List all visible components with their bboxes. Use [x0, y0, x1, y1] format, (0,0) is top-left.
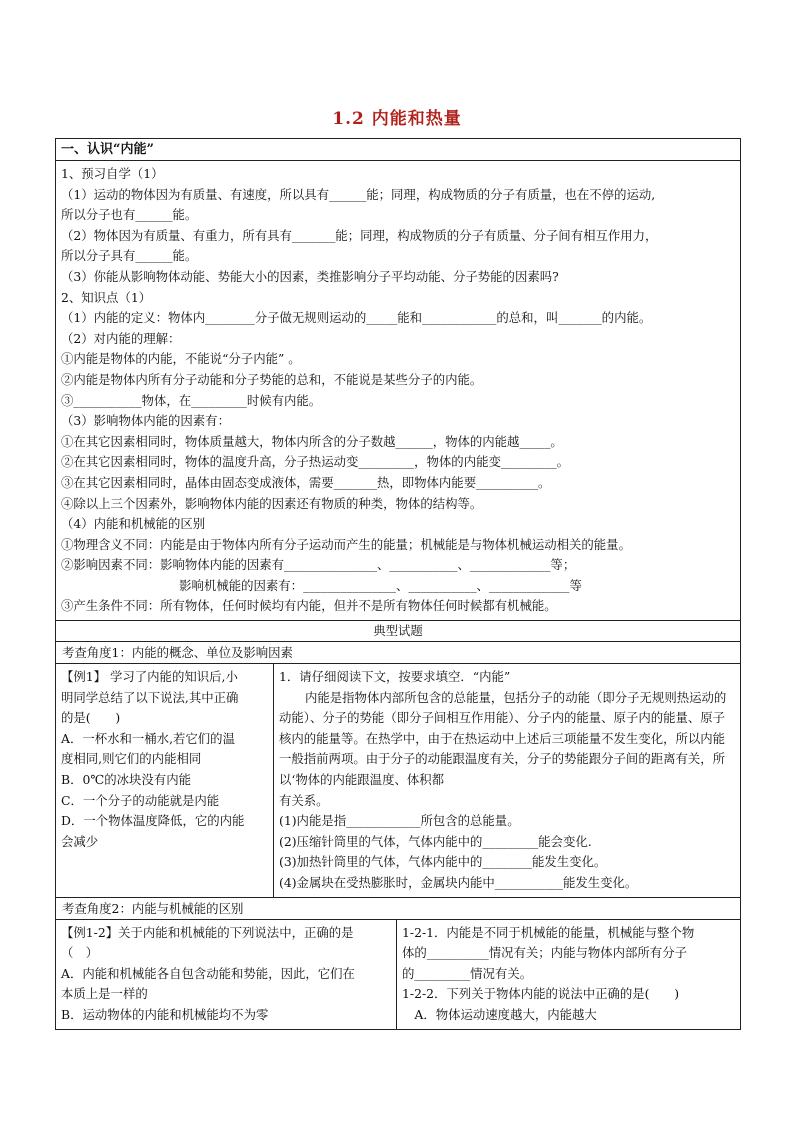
worksheet-table — [55, 138, 741, 1030]
page-title: 1.2 内能和热量 — [332, 109, 462, 129]
text-line: 明同学总结了以下说法,其中正确 — [61, 689, 239, 705]
angle1-heading: 考查角度1：内能的概念、单位及影响因素 — [56, 642, 740, 664]
text-line: (1)内能是指____________所包含的总能量。 — [279, 813, 520, 829]
text-line: ①在其它因素相同时，物体质量越大，物体内所含的分子数越______，物体的内能越_____。 — [61, 433, 563, 449]
text-line: 的是( ) — [61, 710, 121, 726]
exercise-intro: 1．请仔细阅读下文，按要求填空．“内能” — [279, 669, 511, 685]
reading-exercise — [274, 664, 740, 897]
text-line: 影响机械能的因素有：_______________、___________、_____________等 — [61, 577, 582, 593]
text-line: 会减少 — [61, 833, 99, 849]
typical-heading: 典型试题 — [56, 621, 740, 642]
text-line: 体的__________情况有关；内能与物体内部所有分子 — [402, 945, 687, 961]
text-line: A．物体运动速度越大，内能越大 — [402, 1006, 597, 1022]
text-line: B．运动物体的内能和机械能均不为零 — [61, 1006, 269, 1022]
angle2-heading: 考查角度2：内能与机械能的区别 — [56, 898, 740, 920]
text-line: 所以分子具有______能。 — [61, 248, 198, 264]
text-line: ②在其它因素相同时，物体的温度升高，分子热运动变_________，物体的内能变_________。 — [61, 454, 570, 470]
text-line: 1-2-1．内能是不同于机械能的能量，机械能与整个物 — [402, 924, 695, 940]
text-line: 【例1-2】关于内能和机械能的下列说法中，正确的是 — [61, 924, 354, 940]
text-line: 【例1】 学习了内能的知识后,小 — [61, 669, 238, 685]
section-heading: 一、认识“内能” — [56, 139, 740, 161]
section-body — [56, 161, 740, 621]
text-line: D．一个物体温度降低，它的内能 — [61, 813, 245, 829]
text-line: （1）内能的定义：物体内________分子做无规则运动的_____能和____________的总和，叫_______的内能。 — [61, 310, 652, 326]
text-line: （ ） — [61, 945, 99, 961]
text-line: （1）运动的物体因为有质量、有速度，所以具有______能；同理，构成物质的分子有质量，也在不停的运动, — [61, 186, 656, 202]
text-line: 1、预习自学（1） — [61, 166, 164, 181]
text-line: (2)压缩针筒里的气体，气体内能中的_________能会变化. — [279, 833, 592, 849]
text-line: ①物理含义不同：内能是由于物体内所有分子运动而产生的能量；机械能是与物体机械运动相关的能量。 — [61, 536, 631, 552]
example12-question — [56, 920, 397, 1029]
text-line: 所以分子也有______能。 — [61, 207, 198, 223]
text-line: C．一个分子的动能就是内能 — [61, 792, 220, 808]
text-line: （2）物体因为有质量、有重力，所有具有_______能；同理，构成物质的分子有质量、分子间有相互作用力， — [61, 227, 658, 243]
text-line: 2、知识点（1） — [61, 289, 152, 305]
angle1-row — [56, 664, 740, 898]
example1-question — [56, 664, 274, 897]
text-line: ②内能是物体内所有分子动能和分子势能的总和，不能说是某些分子的内能。 — [61, 371, 483, 387]
text-line: (4)金属块在受热膨胀时，金属块内能中___________能发生变化。 — [279, 875, 638, 890]
text-line: 有关系。 — [279, 792, 329, 808]
text-line: （3）影响物体内能的因素有： — [61, 413, 230, 429]
text-line: ③___________物体，在_________时候有内能。 — [61, 392, 322, 408]
practice-questions — [397, 920, 740, 1029]
text-line: 1-2-2．下列关于物体内能的说法中正确的是( ) — [402, 986, 680, 1002]
text-line: ③产生条件不同：所有物体，任何时候均有内能，但并不是所有物体任何时候都有机械能。 — [61, 598, 557, 614]
text-line: A．一杯水和一桶水,若它们的温 — [61, 730, 235, 746]
text-line: （4）内能和机械能的区别 — [61, 516, 206, 532]
text-line: (3)加热针筒里的气体，气体内能中的________能发生变化。 — [279, 854, 607, 870]
text-line: ①内能是物体的内能，不能说“分子内能” 。 — [61, 351, 301, 367]
angle2-row — [56, 920, 740, 1029]
text-line: （3）你能从影响物体动能、势能大小的因素，类推影响分子平均动能、分子势能的因素吗? — [61, 268, 559, 284]
text-line: 度相同,则它们的内能相同 — [61, 751, 202, 767]
text-line: ④除以上三个因素外，影响物体内能的因素还有物质的种类，物体的结构等。 — [61, 495, 483, 511]
text-line: ③在其它因素相同时，晶体由固态变成液体，需要_______热，即物体内能要__________。 — [61, 474, 551, 490]
exercise-paragraph: 内能是指物体内部所包含的总能量，包括分子的动能（即分子无规则热运动的动能）、分子的势能（即分子间相互作用能）、分子内的能量、原子内的能量、原子核内的能量等。在热学中，由于在热运动中上述后三项能量不发生变化，所以内能一般指前两项。由于分子的动能跟温度有关，分子的势能跟分子间的距离有关，所以‘物体的内能跟温度、体积都 — [279, 689, 727, 788]
text-line: 的_________情况有关。 — [402, 965, 533, 981]
text-line: ②影响因素不同：影响物体内能的因素有_______________、___________、_____________等； — [61, 557, 576, 573]
text-line: A．内能和机械能各自包含动能和势能，因此，它们在 — [61, 965, 355, 981]
text-line: B．0℃的冰块没有内能 — [61, 772, 191, 788]
text-line: （2）对内能的理解： — [61, 330, 181, 346]
text-line: 本质上是一样的 — [61, 986, 148, 1002]
